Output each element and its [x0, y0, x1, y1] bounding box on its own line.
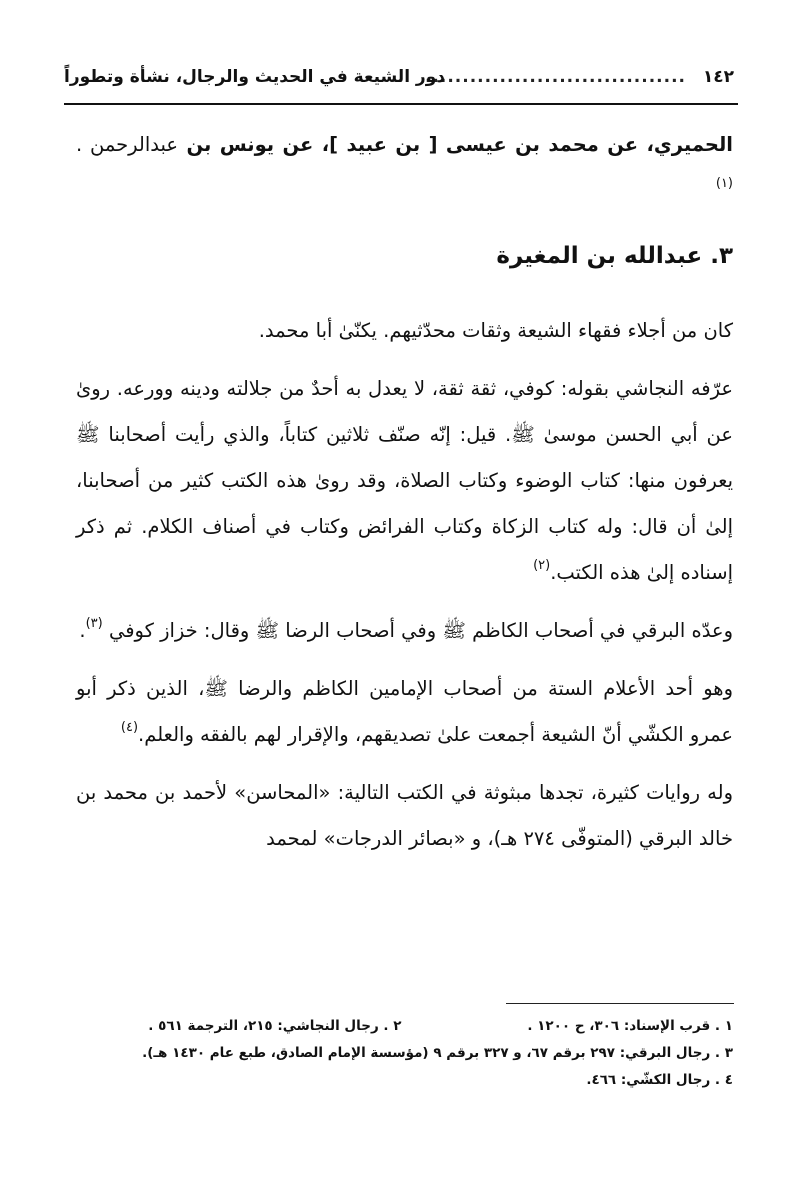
footnote-2: ٢ . رجال النجاشي: ٢١٥، الترجمة ٥٦١ . — [148, 1018, 402, 1034]
header-leader-dots: ................................... — [424, 67, 686, 87]
footnotes — [70, 1013, 733, 1094]
header-rule — [64, 103, 738, 105]
paragraph-3-end: . — [79, 619, 86, 642]
footnote-ref-4: (٤) — [120, 720, 139, 735]
intro-paragraph — [76, 122, 733, 214]
running-title: دور الشيعة في الحديث والرجال، نشأة وتطوراً — [64, 67, 446, 87]
main-text — [76, 122, 733, 862]
page-number: ١٤٢ — [702, 67, 734, 87]
footnote-3: ٣ . رجال البرقي: ٢٩٧ برقم ٦٧، و ٣٢٧ برقم ٩ (مؤسسة الإمام الصادق، طبع عام ١٤٣٠ هـ). — [142, 1045, 733, 1061]
section-heading: ٣. عبدالله بن المغيرة — [496, 243, 733, 269]
footnote-4: ٤ . رجال الكشّي: ٤٦٦. — [586, 1072, 733, 1088]
paragraph-5: وله روايات كثيرة، تجدها مبثوثة في الكتب التالية: «المحاسن» لأحمد بن محمد بن خالد البرقي (المتوفّى ٢٧٤ هـ)، و «بصائر الدرجات» لمحمد — [76, 781, 733, 850]
footnote-ref-3: (٣) — [85, 616, 103, 631]
paragraph-2 — [76, 366, 733, 596]
paragraph-3-text: وعدّه البرقي في أصحاب الكاظم ﷺ وفي أصحاب الرضا ﷺ وقال: خزاز كوفي — [108, 619, 733, 642]
paragraph-3 — [76, 608, 733, 654]
intro-chain: الحميري، عن محمد بن عيسى [ بن عبيد ]، عن يونس بن — [186, 133, 733, 156]
footnote-ref-1: (١) — [715, 176, 733, 191]
running-header — [64, 62, 734, 92]
footnote-row — [70, 1013, 733, 1040]
paragraph-4 — [76, 666, 733, 758]
footnote-1: ١ . قرب الإسناد: ٣٠٦، ح ١٢٠٠ . — [527, 1018, 733, 1034]
paragraph-1: كان من أجلاء فقهاء الشيعة وثقات محدّثيهم. يكنّىٰ أبا محمد. — [258, 319, 733, 342]
footnote-ref-2: (٢) — [533, 558, 551, 573]
intro-chain-end: عبدالرحمن . — [76, 133, 179, 156]
footnote-rule — [506, 1003, 734, 1004]
paragraph-4-text: وهو أحد الأعلام الستة من أصحاب الإمامين الكاظم والرضا ﷺ، الذين ذكر أبو عمرو الكشّي أنّ الشيعة أجمعت علىٰ تصديقهم، والإقرار لهم بالفقه والعلم. — [76, 677, 733, 746]
paragraph-2-text: عرّفه النجاشي بقوله: كوفي، ثقة ثقة، لا يعدل به أحدٌ من جلالته ودينه وورعه. روىٰ عن أبي الحسن موسىٰ ﷺ. قيل: إنّه صنّف ثلاثين كتاباً، والذي رأيت أصحابنا ﷺ يعرفون منها: كتاب الوضوء وكتاب الصلاة، وقد روىٰ هذه الكتب كثير من أصحابنا، إلىٰ أن قال: وله كتاب الزكاة وكتاب الفرائض وكتاب في أصناف الكلام. ثم ذكر إسناده إلىٰ هذه الكتب. — [76, 377, 733, 584]
